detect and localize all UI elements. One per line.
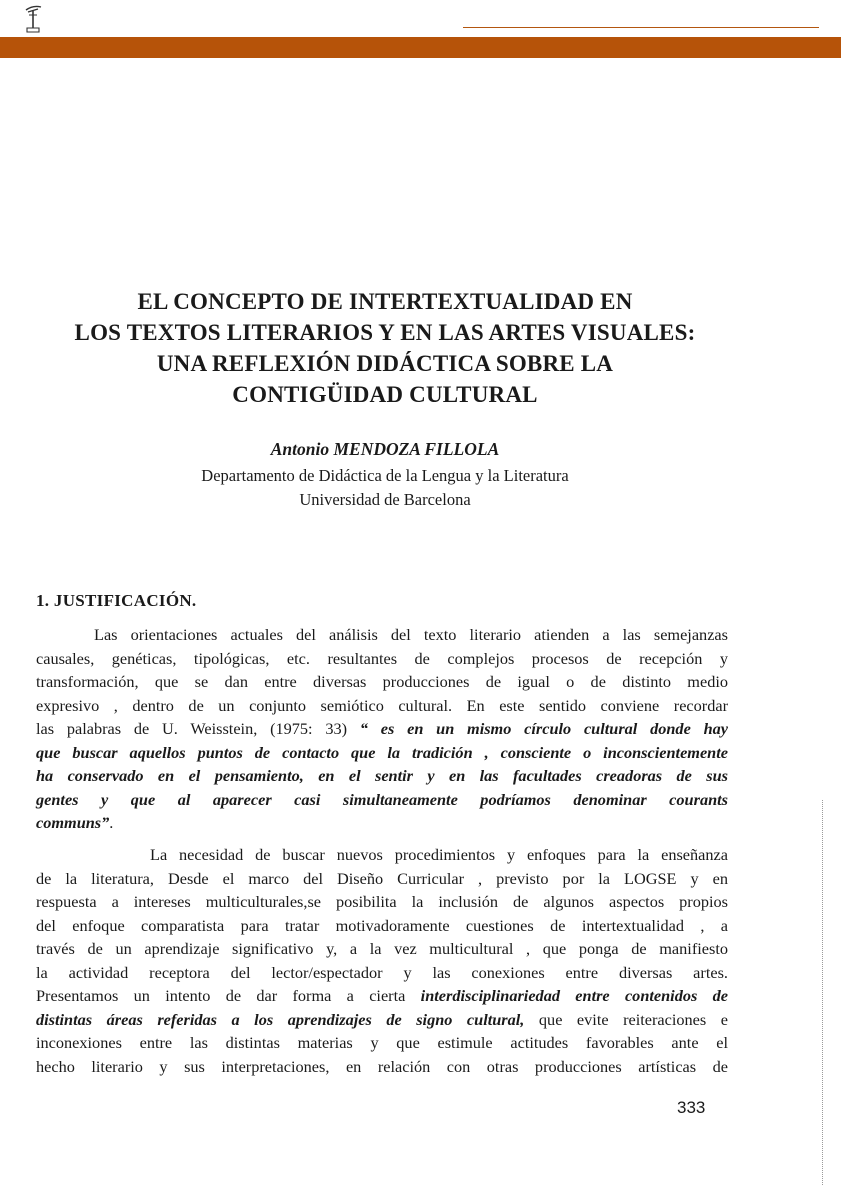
emphasis-span: interdisciplinariedad entre contenidos de	[420, 986, 728, 1005]
author-university: Universidad de Barcelona	[299, 490, 471, 509]
text-line	[36, 811, 728, 835]
text-span: las palabras de U. Weisstein, (1975: 33)	[36, 719, 348, 738]
text-line: hecho literario y sus interpretaciones, en relación con otras producciones artísticas de	[36, 1056, 728, 1076]
quote-line: gentes y que al aparecer casi simultaneamente podríamos denominar courants	[36, 789, 728, 809]
quote-span: communs”	[36, 813, 110, 832]
header-rule	[463, 27, 819, 28]
paragraph-1	[36, 623, 728, 835]
text-line: inconexiones entre las distintas materias y que estimule actitudes favorables ante el	[36, 1033, 728, 1052]
section-heading: 1. JUSTIFICACIÓN.	[36, 591, 197, 610]
text-line: del enfoque comparatista para tratar motivadoramente cuestiones de intertextualidad , a	[36, 915, 728, 935]
text-line: de la literatura, Desde el marco del Diseño Curricular , previsto por la LOGSE y en	[36, 868, 728, 888]
page-number: 333	[677, 1098, 706, 1117]
text-line	[36, 984, 728, 1008]
title-line: CONTIGÜIDAD CULTURAL	[232, 382, 538, 407]
text-line: expresivo , dentro de un conjunto semiótico cultural. En este sentido conviene recordar	[36, 695, 728, 715]
text-line: causales, genéticas, tipológicas, etc. resultantes de complejos procesos de recepción y	[36, 648, 728, 668]
text-line: respuesta a intereses multiculturales,se posibilita la inclusión de algunos aspectos propios	[36, 892, 728, 911]
text-span: Presentamos un intento de dar forma a cierta	[36, 986, 406, 1005]
title-line: EL CONCEPTO DE INTERTEXTUALIDAD EN	[137, 289, 633, 314]
quote-line: ha conservado en el pensamiento, en el sentir y en las facultades creadoras de sus	[36, 766, 728, 785]
text-line: través de un aprendizaje significativo y, a la vez multicultural , que ponga de manifiesto	[36, 939, 728, 958]
scan-margin-edge	[822, 800, 823, 1185]
text-span: .	[109, 813, 114, 832]
header-band	[0, 37, 841, 58]
title-line: LOS TEXTOS LITERARIOS Y EN LAS ARTES VISUALES:	[74, 320, 696, 345]
title-line: UNA REFLEXIÓN DIDÁCTICA SOBRE LA	[156, 351, 614, 376]
article-title	[40, 286, 730, 410]
text-line: transformación, que se dan entre diversas producciones de igual o de distinto medio	[36, 672, 728, 691]
text-line: La necesidad de buscar nuevos procedimientos y enfoques para la enseñanza	[150, 845, 728, 864]
text-span: que evite reiteraciones e	[524, 1009, 728, 1029]
journal-logo-icon	[22, 4, 44, 34]
author-name: Antonio MENDOZA FILLOLA	[270, 439, 500, 459]
text-line	[36, 717, 728, 741]
text-line: Las orientaciones actuales del análisis del texto literario atienden a las semejanzas	[94, 625, 728, 644]
quote-span: “ es en un mismo círculo cultural donde hay	[359, 719, 728, 738]
text-line: la actividad receptora del lector/espectador y las conexiones entre diversas artes.	[36, 962, 728, 982]
text-line	[36, 1008, 728, 1032]
quote-line: que buscar aquellos puntos de contacto que la tradición , consciente o inconscientemente	[36, 742, 728, 762]
author-department: Departamento de Didáctica de la Lengua y la Literatura	[201, 466, 569, 485]
emphasis-span: distintas áreas referidas a los aprendizajes de signo cultural,	[36, 1009, 525, 1029]
paragraph-2	[36, 843, 728, 1078]
